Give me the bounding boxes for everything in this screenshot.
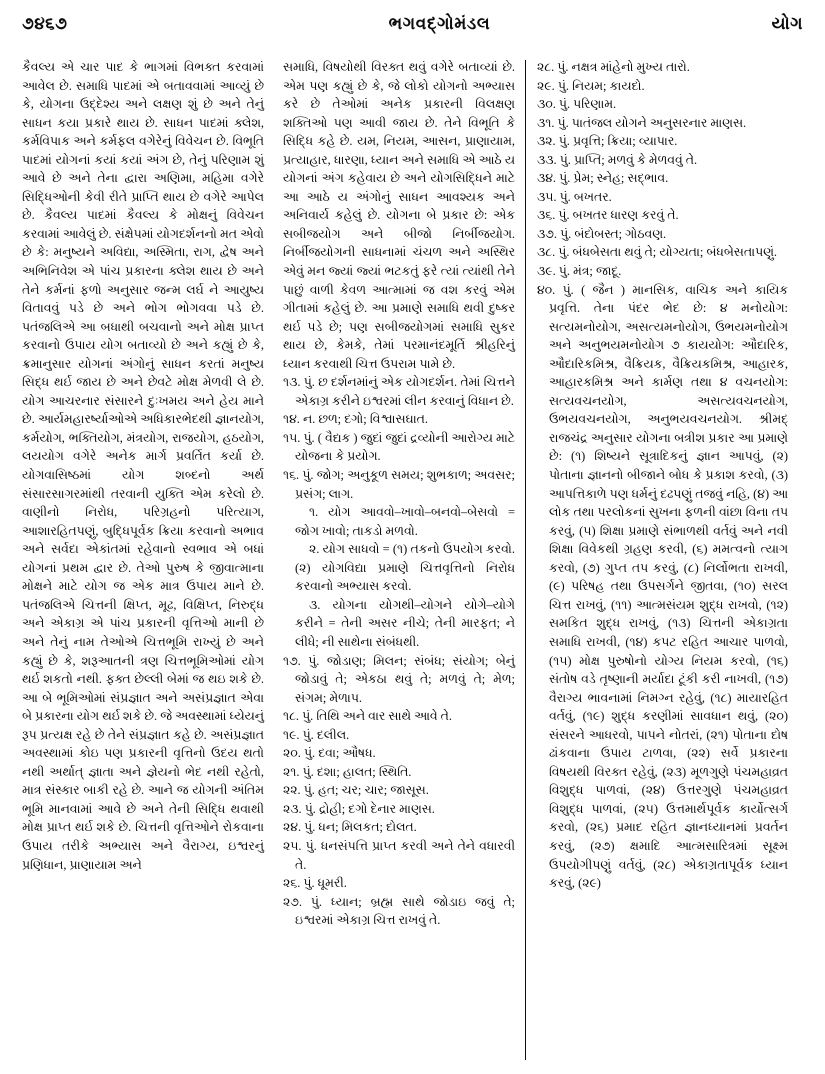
sense-pos: પું.	[558, 208, 570, 223]
sense-text: છળ; દગો; વિશ્વાસઘાત.	[318, 412, 428, 427]
sense-text: દ્રોહી; દગો દેનાર માણસ.	[318, 801, 435, 816]
text-column-2	[275, 58, 525, 930]
sense-pos: પું.	[303, 783, 315, 798]
text-column-3	[526, 58, 788, 893]
sense-pos: પું.	[310, 894, 323, 909]
sense-pos: પું.	[558, 134, 570, 149]
subsense-text: યોગ સાધવો = (૧) તકનો ઉપયોગ કરવો. (૨) યોગવિદ્યા પ્રમાણે ચિત્તવૃત્તિનો નિરોધ કરવાનો અભ્યાસ કરવો.	[295, 542, 515, 594]
sense-text: ( જૈન ) માનસિક, વાચિક અને કાયિક પ્રવૃત્તિ. તેના પંદર ભેદ છે: ૪ મનોયોગ: સત્યમનોયોગ, અસત્યમનોયોગ, ઉભયમનોયોગ અને અનુભયમનોયોગ ૭ કાયયોગ: ઔદારિક, ઔદારિકમિશ્ર, વૈક્રિયક, વૈક્રિયકમિશ્ર, આહારક, આહારકમિશ્ર અને કાર્મણ તથા ૪ વચનયોગ: સત્યવચનયોગ, અસત્યવચનયોગ, ઉભયવચનયોગ, અનુભયવચનયોગ. શ્રીમદ્ રાજચંદ્ર અનુસાર યોગના બત્રીશ પ્રકાર આ પ્રમાણે છે: (૧) શિષ્યને સૂત્રાદિકનું જ્ઞાન આપવું, (૨) પોતાના જ્ઞાનનો બીજાને બોધ કે પ્રકાશ કરવો, (૩) આપત્તિકાળે પણ ધર્મનું દઢપણું તજવું નહિ, (૪) આ લોક તથા પરલોકનાં સુખના ફળની વાંછા વિના તપ કરવું, (૫) શિક્ષા પ્રમાણે સંભાળથી વર્તવું અને નવી શિક્ષા વિવેકથી ગ્રહણ કરવી, (૬) મમત્વનો ત્યાગ કરવો, (૭) ગુપ્ત તપ કરવું, (૮) નિર્લોભતા રાખવી, (૯) પરિષહ તથા ઉપસર્ગને જીતવા, (૧૦) સરલ ચિત્ત રાખવું, (૧૧) આત્મસંયમ શુદ્ધ રાખવો, (૧૨) સમકિત શુદ્ધ રાખવું, (૧૩) ચિત્તની એકાગ્રતા સમાધિ રાખવી, (૧૪) કપટ રહિત આચાર પાળવો, (૧૫) મોક્ષ પુરુષોનો યોગ્ય નિયમ કરવો, (૧૬) સંતોષ વડે તૃષ્ણાની મર્યાદા ટૂંકી કરી નાખવી, (૧૭) વૈરાગ્ય ભાવનામાં નિમગ્ન રહેવું, (૧૮) માયારહિત વર્તવું, (૧૯) શુદ્ધ કરણીમાં સાવધાન થવું, (૨૦) સંસરને આધરવો, પાપને નોતરાં, (૨૧) પોતાના દોષ ઢાંકવાના ઉપાય ટાળવા, (૨૨) સર્વે પ્રકારના વિષયથી વિરક્ત રહેવું, (૨૩) મૂળગુણે પંચમહાવ્રત વિશુદ્ધ પાળવાં, (૨૪) ઉત્તરગુણે પંચમહાવ્રત વિશુદ્ધ પાળવાં, (૨૫) ઉત્તમાર્થપૂર્વક કાર્યોત્સર્ગ કરવો, (૨૬) પ્રમાદ રહિત જ્ઞાનધ્યાનમાં પ્રવર્તન કરવું, (૨૭) ક્ષમાદિ આત્મસારિત્રમાં સૂક્ષ્મ ઉપયોગીપણું વર્તવું, (૨૮) એકાગ્રતાપૂર્વક ધ્યાન કરવું, (૨૯)	[549, 282, 788, 891]
sense-entry	[283, 763, 515, 782]
sense-number: ૨૨.	[283, 783, 301, 798]
sense-pos: પું.	[560, 226, 572, 241]
sense-entry	[283, 410, 515, 429]
sense-pos: પું.	[303, 375, 315, 390]
sense-pos: પું.	[305, 838, 317, 853]
sense-text: ધન; મિલકત; દોલત.	[318, 820, 417, 835]
sense-entry	[537, 58, 788, 77]
sense-text: જોગ; અનુકૂળ સમય; શુભકાળ; અવસર; પ્રસંગ; લાગ.	[295, 468, 515, 501]
sense-entry	[537, 188, 788, 207]
sense-pos: પું.	[562, 282, 574, 297]
sense-entry	[283, 874, 515, 893]
sense-number: ૩૧.	[537, 115, 555, 130]
subsense-entry	[283, 596, 515, 652]
body-paragraph: કૈવલ્ય એ ચાર પાદ કે ભાગમાં વિભક્ત કરવામાં આવેલ છે. સમાધિ પાદમાં એ બતાવવામાં આવ્યું છે કે, યોગના ઉદ્દેશ્ય અને લક્ષણ શું છે અને તેનું સાધન કયા પ્રકારે થાય છે. સાધન પાદમાં ક્લેશ, કર્મવિપાક અને કર્મફલ વગેરેનું વિવેચન છે. વિભૂતિ પાદમાં યોગનાં કયાં કયાં અંગ છે, તેનું પરિણામ શું આવે છે અને તેના દ્વારા અણિમા, મહિમા વગેરે સિદ્ધિઓની કેવી રીતે પ્રાપ્તિ થાય છે વગેરે આપેલ છે. કૈવલ્ય પાદમાં કૈવલ્ય કે મોક્ષનું વિવેચન કરવામાં આવેલું છે. સંક્ષેપમાં યોગદર્શનનો મત એવો છે કે: મનુષ્યને અવિદ્યા, અસ્મિતા, રાગ, દ્વેષ અને અભિનિવેશ એ પાંચ પ્રકારના ક્લેશ થાય છે અને તેને કર્મનાં ફળો અનુસાર જન્મ લર્ઘ ને આયુષ્ય વિતાવવું પડે છે અને ભોગ ભોગવવા પડે છે. પતંજલિએ આ બધાથી બચવાનો અને મોક્ષ પ્રાપ્ત કરવાનો ઉપાય યોગ બતાવ્યો છે અને કહ્યું છે કે, ક્રમાનુસાર યોગનાં અંગોનું સાધન કરતાં મનુષ્ય સિદ્ધ થર્ઇ જાય છે અને છેવટે મોક્ષ મેળવી લે છે. યોગ આચરનાર સંસારને દુઃખમય અને હેય માને છે. આર્યમહારર્ષ્યાઓએ અધિકારભેદથી જ્ઞાનયોગ, કર્મયોગ, ભક્તિયોગ, મંત્રયોગ, રાજયોગ, હઠયોગ, લયયોગ વગેરે અનેક માર્ગ પ્રવર્તિત કર્યા છે. યોગવાસિષ્ઠમાં યોગ શબ્દનો અર્થ સંસારસાગરમાંથી તરવાની યુક્તિ એમ કરેલો છે. વાણીનો નિરોધ, પરિગ્રહનો પરિત્યાગ, આશારહિતપણું, બુદ્ધિપૂર્વક ક્રિયા કરવાનો અભાવ અને સર્વદા એકાંતમાં રહેવાનો સ્વભાવ એ બધાં યોગનાં પ્રથમ દ્વાર છે. તેઓ પુરુષ કે જીવાત્માના મોક્ષને માટે યોગ જ એક માત્ર ઉપાય માને છે. પતંજલિએ ચિત્તની ક્ષિપ્ત, મૂઢ, વિક્ષિપ્ત, નિરુદ્ધ અને એકાગ્ર એ પાંચ પ્રકારની વૃત્તિઓ માની છે અને તેનું નામ તેઓએ ચિત્તભૂમિ રાખ્યું છે અને કહ્યું છે કે, શરૂઆતની ત્રણ ચિત્તભૂમિઓમાં યોગ થર્ઇ શકતો નથી. ફક્ત છેલ્લી બેમાં જ થઇ શકે છે. આ બે ભૂમિઓમાં સંપ્રજ્ઞાત અને અસંપ્રજ્ઞાત એવા બે પ્રકારના યોગ થર્ઇ શકે છે. જે અવસ્થામાં ધ્યેયનું રૂપ પ્રત્યક્ષ રહે છે તેને સંપ્રજ્ઞાત કહે છે. અસંપ્રજ્ઞાત અવસ્થામાં કોઇ પણ પ્રકારની વૃત્તિનો ઉદય થતો નથી અર્થાત્ જ્ઞાતા અને જ્ઞેયનો ભેદ નથી રહેતો, માત્ર સંસ્કાર બાકી રહે છે. આને જ યોગની અંતિમ ભૂમિ માનવામાં આવે છે અને તેની સિદ્ધિ થવાથી મોક્ષ પ્રાપ્ત થર્ઇ શકે છે. ચિત્તની વૃત્તિઓને રોકવાના ઉપાય તરીકે અભ્યાસ અને વૈરાગ્ય, ઇશ્વરનું પ્રણિધાન, પ્રાણાયામ અને	[22, 60, 264, 872]
sense-number: ૨૧.	[283, 764, 300, 779]
sense-number: ૧૫.	[283, 430, 301, 445]
sense-entry	[283, 800, 515, 819]
sense-pos: પું.	[302, 727, 314, 742]
sense-number: ૩૫.	[537, 189, 557, 204]
sense-text: પ્રેમ; સ્નેહ; સદ્‌ભાવ.	[573, 171, 669, 186]
subsense-number: ૧.	[309, 505, 319, 520]
sense-entry	[537, 243, 788, 262]
text-column-1	[22, 58, 274, 874]
sense-text: બખતર.	[573, 189, 612, 204]
sense-pos: પું.	[558, 245, 570, 260]
sense-number: ૧૮.	[283, 709, 299, 724]
sense-number: ૧૩.	[283, 375, 301, 390]
subsense-text: યોગના યોગથી–યોગને યોગે–યોગે કરીને = તેની અસર નીચે; તેની મારફત; ને લીધે; ની સાથેના સંબંધથી.	[295, 597, 515, 649]
sense-number: ૨૪.	[283, 820, 302, 835]
sense-pos: પું.	[302, 764, 314, 779]
subsense-number: ૩.	[309, 597, 321, 612]
sense-number: ૩૬.	[537, 208, 556, 223]
sense-number: ૨૯.	[537, 78, 555, 93]
sense-text: છ દર્શનમાંનું એક યોગદર્શન. તેમાં ચિત્તને એકાગ્ર કરીને ઇશ્વરમાં લીન કરવાનું વિધાન છે.	[295, 375, 515, 408]
sense-text: ( વૈદ્યક ) જુદાં જુદાં દ્રવ્યોની આરોગ્ય માટે યોજના કે પ્રયોગ.	[295, 430, 515, 464]
sense-entry	[283, 652, 515, 708]
sense-text: ધનસંપત્તિ પ્રાપ્ત કરવી અને તેને વધારવી તે.	[295, 838, 515, 872]
sense-pos: પું.	[303, 746, 316, 761]
sense-text: નિયમ; કાયદો.	[572, 78, 645, 93]
page-folio: ૭૪૬૭	[22, 14, 68, 33]
subsense-entry	[283, 503, 515, 540]
dictionary-title: ભગવદ્ગોમંડલ	[388, 14, 491, 33]
sense-entry	[283, 466, 515, 503]
page-keyword: યોગ	[771, 14, 803, 33]
sense-entry	[283, 707, 515, 726]
sense-entry	[537, 114, 788, 133]
sense-number: ૩૯.	[537, 264, 556, 279]
subsense-entry	[283, 540, 515, 596]
column-container	[22, 58, 803, 1068]
sense-text: બંધબેસતા થવું તે; યોગ્યતા; બંધબેસતાપણું.	[572, 245, 778, 260]
sense-text: ધૂમરી.	[317, 876, 347, 891]
sense-pos: ન.	[302, 412, 316, 427]
sense-text: જોડાણ; મિલન; સંબંધ; સંયોગ; બેનું જોડાવું તે; એકઠા થવું તે; મળવું તે; મેળ; સંગમ; મેળાપ.	[295, 653, 515, 705]
sense-entry	[283, 781, 515, 800]
sense-pos: પું.	[558, 97, 571, 112]
sense-number: ૧૪.	[283, 412, 300, 427]
sense-pos: પું.	[308, 653, 320, 668]
sense-number: ૨૬.	[283, 876, 301, 891]
sense-text: દલીલ.	[316, 727, 350, 742]
subsense-number: ૨.	[309, 542, 320, 557]
sense-number: ૪૦.	[537, 282, 556, 297]
sense-text: પ્રવૃત્તિ; ક્રિયા; વ્યાપાર.	[572, 134, 678, 149]
sense-entry	[537, 132, 788, 151]
sense-pos: પું.	[559, 189, 571, 204]
sense-entry	[537, 77, 788, 96]
sense-text: દશા; હાલત; સ્થિતિ.	[316, 764, 412, 779]
sense-text: પરિણામ.	[573, 97, 617, 112]
body-paragraph: સમાધિ, વિષયોથી વિરક્ત થવું વગેરે બતાવ્યાં છે. એમ પણ કહ્યું છે કે, જે લોકો યોગનો અભ્યાસ કરે છે તેઓમાં અનેક પ્રકારની વિલક્ષણ શક્તિઓ પણ આવી જાય છે. તેને વિભૂતિ કે સિદ્ધિ કહે છે. યમ, નિયમ, આસન, પ્રાણાયામ, પ્રત્યાહાર, ધારણા, ધ્યાન અને સમાધિ એ આઠે ય યોગનાં અંગ કહેવાય છે અને યોગસિદ્ધિને માટે આ આઠે ય અંગોનું સાધન આવશ્યક અને અનિવાર્ય કહેલું છે. યોગના બે પ્રકાર છે: એક સબીજયોગ અને બીજો નિર્બીજયોગ. નિર્બીજયોગની સાધનામાં ચંચળ અને અસ્થિર એવું મન જ્યાં જ્યાં ભટકતું ફરે ત્યાં ત્યાંથી તેને પાછું વાળી કેવળ આત્મામાં જ વશ કરવું એમ ગીતામાં કહેલું છે. આ પ્રમાણે સમાધિ થવી દુષ્કર થર્ઇ પડે છે; પણ સબીજયોગમાં સમાધિ સુકર થાય છે, કેમકે, તેમાં પરમાનંદમૂર્તિ શ્રીહરિનું ધ્યાન કરવાથી ચિત્ત ઉપરામ પામે છે.	[283, 60, 515, 371]
sense-entry	[537, 206, 788, 225]
sense-pos: પું.	[557, 78, 569, 93]
sense-number: ૩૮.	[537, 245, 556, 260]
sense-text: તિથિ અને વાર સાથે આવે તે.	[316, 709, 452, 724]
sense-text: પાતંજલ યોગને અનુસરનાર માણસ.	[571, 115, 747, 130]
sense-text: પ્રાપ્તિ; મળવું કે મેળવવું તે.	[573, 152, 698, 167]
sense-number: ૨૭.	[283, 894, 302, 909]
subsense-text: યોગ આવવો–ખાવો–બનવો–બેસવો = જોગ ખાવો; તાકડો મળવો.	[295, 505, 515, 538]
sense-pos: પું.	[557, 115, 569, 130]
sense-entry	[537, 151, 788, 170]
sense-number: ૨૫.	[283, 838, 302, 853]
sense-entry	[537, 95, 788, 114]
sense-entry	[537, 225, 788, 244]
sense-entry	[283, 818, 515, 837]
sense-number: ૧૭.	[283, 653, 301, 668]
sense-pos: પું.	[302, 468, 314, 483]
sense-number: ૩૪.	[537, 171, 557, 186]
sense-pos: પું.	[558, 264, 570, 279]
running-head	[22, 14, 803, 48]
sense-entry	[283, 837, 515, 874]
sense-text: હત; ચર; ચાર; જાસૂસ.	[318, 783, 429, 798]
sense-number: ૨૩.	[283, 801, 302, 816]
sense-pos: પું.	[302, 709, 314, 724]
sense-number: ૩૦.	[537, 97, 556, 112]
sense-number: ૩૭.	[537, 226, 557, 241]
sense-pos: પું.	[304, 820, 316, 835]
sense-entry	[537, 169, 788, 188]
sense-pos: પું.	[303, 430, 315, 445]
sense-number: ૩૩.	[537, 152, 557, 167]
sense-text: બંદોબસ્ત; ગોઠવણ.	[574, 226, 667, 241]
sense-entry	[537, 262, 788, 281]
sense-number: ૩૨.	[537, 134, 556, 149]
sense-number: ૧૯.	[283, 727, 300, 742]
sense-pos: પું.	[557, 60, 569, 74]
sense-entry	[283, 744, 515, 763]
sense-text: મંત્ર; જાદૂ.	[573, 264, 622, 279]
sense-number: ૨૮.	[537, 60, 555, 74]
sense-pos: પું.	[303, 876, 315, 891]
sense-entry	[537, 281, 788, 893]
sense-entry	[283, 429, 515, 466]
sense-pos: પું.	[559, 152, 571, 167]
sense-number: ૧૬.	[283, 468, 300, 483]
sense-pos: પું.	[304, 801, 316, 816]
sense-entry	[283, 893, 515, 930]
sense-text: નક્ષત્ર માંહેનો મુખ્ય તારો.	[571, 60, 690, 74]
sense-text: બખતર ધારણ કરવું તે.	[572, 208, 679, 223]
sense-entry	[283, 373, 515, 410]
sense-pos: પું.	[559, 171, 571, 186]
sense-text: દવા; ઔષધ.	[318, 746, 376, 761]
sense-entry	[283, 726, 515, 745]
sense-text: ધ્યાન; બ્રહ્મ સાથે જોડાઇ જવું તે; ઇશ્વરમાં એકાગ્ર ચિત્ત રાખવું તે.	[295, 894, 515, 928]
sense-number: ૨૦.	[283, 746, 301, 761]
